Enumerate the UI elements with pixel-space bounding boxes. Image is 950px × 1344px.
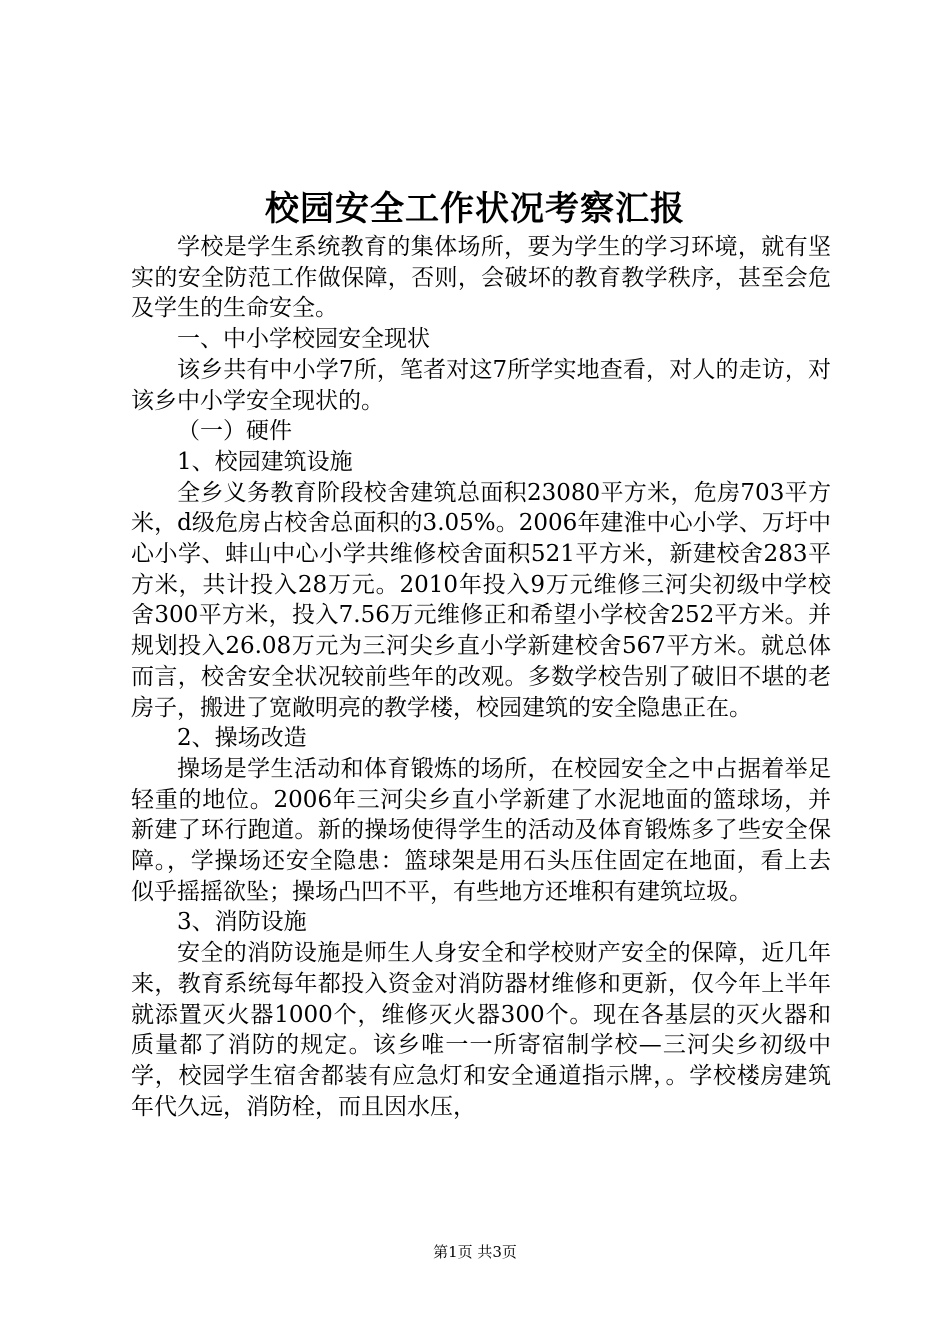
page-footer: 第1页 共3页	[433, 1243, 517, 1261]
item-heading-buildings: 1、校园建筑设施	[177, 448, 353, 475]
item-heading-fire: 3、消防设施	[177, 909, 307, 936]
paragraph-intro: 学校是学生系统教育的集体场所，要为学生的学习环境，就有坚实的安全防范工作做保障，否则，会破坏的教育教学秩序，甚至会危及学生的生命安全。	[131, 234, 831, 322]
paragraph-overview: 该乡共有中小学7所，笔者对这7所学实地查看，对人的走访，对该乡中小学安全现状的。	[131, 356, 831, 414]
paragraph-playground: 操场是学生活动和体育锻炼的场所，在校园安全之中占据着举足轻重的地位。2006年三河尖乡直小学新建了水泥地面的篮球场，并新建了环行跑道。新的操场使得学生的活动及体育锻炼多了些安全保障。，学操场还安全隐患：篮球架是用石头压住固定在地面，看上去似乎摇摇欲坠；操场凸凹不平，有些地方还堆积有建筑垃圾。	[131, 755, 831, 905]
document-body	[131, 232, 831, 1122]
subsection-heading-hardware: （一）硬件	[177, 418, 292, 445]
paragraph-buildings: 全乡义务教育阶段校舍建筑总面积23080平方米，危房703平方米，d级危房占校舍总面积的3.05%。2006年建淮中心小学、万圩中心小学、蚌山中心小学共维修校舍面积521平方米，新建校舍283平方米，共计投入28万元。2010年投入9万元维修三河尖初级中学校舍300平方米，投入7.56万元维修正和希望小学校舍252平方米。并规划投入26.08万元为三河尖乡直小学新建校舍567平方米。就总体而言，校舍安全状况较前些年的改观。多数学校告别了破旧不堪的老房子，搬进了宽敞明亮的教学楼，校园建筑的安全隐患正在。	[131, 479, 831, 721]
item-heading-playground: 2、操场改造	[177, 725, 307, 752]
paragraph-fire: 安全的消防设施是师生人身安全和学校财产安全的保障，近几年来，教育系统每年都投入资金对消防器材维修和更新，仅今年上半年就添置灭火器1000个，维修灭火器300个。现在各基层的灭火器和质量都了消防的规定。该乡唯一一所寄宿制学校—三河尖乡初级中学，校园学生宿舍都装有应急灯和安全通道指示牌，。学校楼房建筑年代久远，消防栓，而且因水压，	[131, 940, 831, 1120]
document-title: 校园安全工作状况考察汇报	[265, 189, 685, 229]
section-heading-1: 一、中小学校园安全现状	[177, 326, 430, 353]
